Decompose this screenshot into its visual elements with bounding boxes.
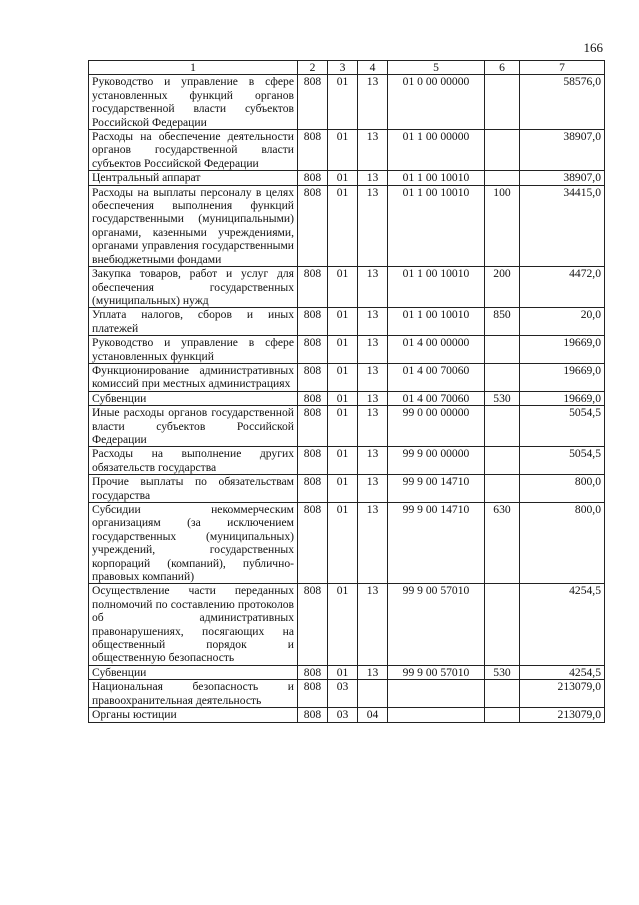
column-header: 5 <box>388 61 485 75</box>
row-expense-type <box>485 708 520 722</box>
row-admin-code: 808 <box>298 391 328 405</box>
row-name: Субвенции <box>89 665 298 679</box>
row-expense-type: 200 <box>485 267 520 308</box>
row-amount: 4254,5 <box>520 665 605 679</box>
row-target-article: 01 1 00 00000 <box>388 130 485 171</box>
row-section: 01 <box>328 308 358 336</box>
row-amount: 800,0 <box>520 503 605 584</box>
row-target-article: 01 1 00 10010 <box>388 185 485 266</box>
table-row <box>89 391 605 405</box>
table-header-row <box>89 61 605 75</box>
row-section: 01 <box>328 406 358 447</box>
row-expense-type <box>485 406 520 447</box>
row-expense-type: 530 <box>485 665 520 679</box>
row-amount: 213079,0 <box>520 708 605 722</box>
row-subsection: 13 <box>358 267 388 308</box>
row-target-article: 01 0 00 00000 <box>388 75 485 130</box>
row-target-article <box>388 680 485 708</box>
table-row <box>89 267 605 308</box>
row-section: 01 <box>328 336 358 364</box>
row-target-article: 99 9 00 00000 <box>388 447 485 475</box>
table-row <box>89 363 605 391</box>
row-name: Уплата налогов, сборов и иных платежей <box>89 308 298 336</box>
row-admin-code: 808 <box>298 475 328 503</box>
table-row <box>89 503 605 584</box>
row-expense-type <box>485 447 520 475</box>
row-name: Иные расходы органов государственной власти субъектов Российской Федерации <box>89 406 298 447</box>
row-admin-code: 808 <box>298 130 328 171</box>
row-admin-code: 808 <box>298 584 328 665</box>
row-subsection: 13 <box>358 475 388 503</box>
table-row <box>89 680 605 708</box>
table-row <box>89 475 605 503</box>
row-name: Национальная безопасность и правоохранительная деятельность <box>89 680 298 708</box>
row-name: Субсидии некоммерческим организациям (за исключением государственных (муниципальных) учреждений, государственных корпораций (компаний), публично-правовых компаний) <box>89 503 298 584</box>
table-row <box>89 75 605 130</box>
row-expense-type: 850 <box>485 308 520 336</box>
row-section: 01 <box>328 363 358 391</box>
row-admin-code: 808 <box>298 503 328 584</box>
row-admin-code: 808 <box>298 308 328 336</box>
row-expense-type: 630 <box>485 503 520 584</box>
row-target-article: 01 4 00 00000 <box>388 336 485 364</box>
row-section: 01 <box>328 665 358 679</box>
row-admin-code: 808 <box>298 185 328 266</box>
column-header: 3 <box>328 61 358 75</box>
table-row <box>89 308 605 336</box>
row-admin-code: 808 <box>298 75 328 130</box>
row-name: Расходы на выплаты персоналу в целях обеспечения выполнения функций государственными (муниципальными) органами, казенными учреждениями, органами управления государственными внебюджетными фондами <box>89 185 298 266</box>
row-target-article: 01 1 00 10010 <box>388 308 485 336</box>
row-amount: 19669,0 <box>520 391 605 405</box>
row-section: 01 <box>328 391 358 405</box>
column-header: 4 <box>358 61 388 75</box>
row-target-article: 01 1 00 10010 <box>388 171 485 185</box>
row-admin-code: 808 <box>298 406 328 447</box>
table-row <box>89 708 605 722</box>
row-name: Руководство и управление в сфере установленных функций <box>89 336 298 364</box>
row-amount: 38907,0 <box>520 171 605 185</box>
row-admin-code: 808 <box>298 665 328 679</box>
row-expense-type <box>485 584 520 665</box>
row-amount: 4254,5 <box>520 584 605 665</box>
row-section: 01 <box>328 130 358 171</box>
table-row <box>89 171 605 185</box>
table-row <box>89 185 605 266</box>
row-subsection: 13 <box>358 391 388 405</box>
row-expense-type <box>485 75 520 130</box>
row-name: Руководство и управление в сфере установленных функций органов государственной власти субъектов Российской Федерации <box>89 75 298 130</box>
row-expense-type: 530 <box>485 391 520 405</box>
row-name: Закупка товаров, работ и услуг для обеспечения государственных (муниципальных) нужд <box>89 267 298 308</box>
row-admin-code: 808 <box>298 708 328 722</box>
row-expense-type <box>485 363 520 391</box>
row-admin-code: 808 <box>298 171 328 185</box>
row-amount: 5054,5 <box>520 406 605 447</box>
row-expense-type <box>485 171 520 185</box>
row-admin-code: 808 <box>298 447 328 475</box>
row-section: 01 <box>328 584 358 665</box>
row-section: 03 <box>328 708 358 722</box>
row-subsection: 04 <box>358 708 388 722</box>
row-name: Прочие выплаты по обязательствам государства <box>89 475 298 503</box>
row-amount: 4472,0 <box>520 267 605 308</box>
row-subsection: 13 <box>358 363 388 391</box>
row-section: 03 <box>328 680 358 708</box>
row-admin-code: 808 <box>298 336 328 364</box>
row-target-article: 01 4 00 70060 <box>388 391 485 405</box>
table-row <box>89 665 605 679</box>
row-admin-code: 808 <box>298 680 328 708</box>
row-admin-code: 808 <box>298 267 328 308</box>
row-section: 01 <box>328 75 358 130</box>
row-subsection: 13 <box>358 503 388 584</box>
row-amount: 5054,5 <box>520 447 605 475</box>
row-section: 01 <box>328 503 358 584</box>
row-target-article: 99 0 00 00000 <box>388 406 485 447</box>
column-header: 6 <box>485 61 520 75</box>
row-section: 01 <box>328 475 358 503</box>
row-name: Осуществление части переданных полномочий по составлению протоколов об административных правонарушениях, посягающих на общественный порядок и общественную безопасность <box>89 584 298 665</box>
row-subsection <box>358 680 388 708</box>
row-target-article: 01 1 00 10010 <box>388 267 485 308</box>
row-amount: 19669,0 <box>520 336 605 364</box>
row-name: Органы юстиции <box>89 708 298 722</box>
row-section: 01 <box>328 185 358 266</box>
row-target-article: 99 9 00 14710 <box>388 503 485 584</box>
table-row <box>89 584 605 665</box>
row-subsection: 13 <box>358 447 388 475</box>
row-expense-type <box>485 336 520 364</box>
page-number: 166 <box>583 40 603 55</box>
column-header: 7 <box>520 61 605 75</box>
row-section: 01 <box>328 171 358 185</box>
row-name: Расходы на выполнение других обязательств государства <box>89 447 298 475</box>
row-amount: 34415,0 <box>520 185 605 266</box>
row-admin-code: 808 <box>298 363 328 391</box>
row-subsection: 13 <box>358 171 388 185</box>
row-amount: 800,0 <box>520 475 605 503</box>
row-subsection: 13 <box>358 75 388 130</box>
row-expense-type <box>485 130 520 171</box>
row-expense-type: 100 <box>485 185 520 266</box>
table-row <box>89 406 605 447</box>
row-subsection: 13 <box>358 130 388 171</box>
row-target-article: 01 4 00 70060 <box>388 363 485 391</box>
column-header: 1 <box>89 61 298 75</box>
row-name: Функционирование административных комиссий при местных администрациях <box>89 363 298 391</box>
row-target-article: 99 9 00 57010 <box>388 665 485 679</box>
row-amount: 19669,0 <box>520 363 605 391</box>
row-target-article <box>388 708 485 722</box>
row-expense-type <box>485 475 520 503</box>
row-expense-type <box>485 680 520 708</box>
table-row <box>89 336 605 364</box>
row-target-article: 99 9 00 57010 <box>388 584 485 665</box>
row-amount: 213079,0 <box>520 680 605 708</box>
row-target-article: 99 9 00 14710 <box>388 475 485 503</box>
row-subsection: 13 <box>358 665 388 679</box>
row-subsection: 13 <box>358 584 388 665</box>
row-name: Расходы на обеспечение деятельности органов государственной власти субъектов Российской Федерации <box>89 130 298 171</box>
table-row <box>89 130 605 171</box>
row-name: Субвенции <box>89 391 298 405</box>
budget-table <box>88 60 605 723</box>
row-section: 01 <box>328 267 358 308</box>
row-section: 01 <box>328 447 358 475</box>
column-header: 2 <box>298 61 328 75</box>
row-subsection: 13 <box>358 185 388 266</box>
row-name: Центральный аппарат <box>89 171 298 185</box>
row-amount: 58576,0 <box>520 75 605 130</box>
row-subsection: 13 <box>358 406 388 447</box>
row-subsection: 13 <box>358 336 388 364</box>
row-amount: 38907,0 <box>520 130 605 171</box>
row-subsection: 13 <box>358 308 388 336</box>
table-row <box>89 447 605 475</box>
row-amount: 20,0 <box>520 308 605 336</box>
